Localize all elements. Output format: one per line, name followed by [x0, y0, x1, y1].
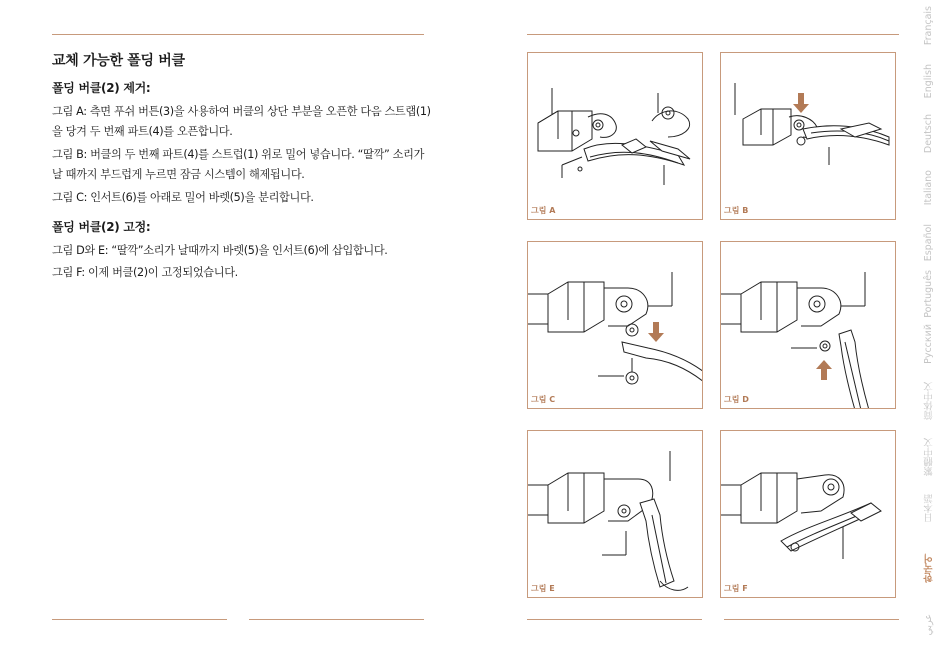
- language-tab-russian[interactable]: Русский: [923, 324, 934, 364]
- figure-e-label: 그림 E: [531, 584, 555, 593]
- top-rule-left: [52, 34, 424, 35]
- figure-c-illustration: [528, 242, 703, 409]
- language-tab-spanish[interactable]: Español: [923, 224, 934, 262]
- figure-d-illustration: [721, 242, 896, 409]
- figure-b-label: 그림 B: [724, 206, 749, 215]
- language-tab-japanese[interactable]: 日本語: [924, 494, 935, 523]
- figure-a-label: 그림 A: [531, 206, 556, 215]
- bottom-rule-right-2: [724, 619, 899, 620]
- remove-step-a: 그림 A: 측면 푸쉬 버튼(3)을 사용하여 버클의 상단 부분을 오픈한 다음 스트랩(1)을 당겨 두 번째 파트(4)를 오픈합니다.: [52, 105, 431, 138]
- language-tab-arabic[interactable]: عربي: [923, 614, 934, 636]
- figure-a-illustration: [528, 53, 703, 220]
- remove-step-c: 그림 C: 인서트(6)를 아래로 밀어 바렛(5)을 분리합니다.: [52, 191, 314, 204]
- language-tab-italian[interactable]: Italiano: [923, 170, 934, 206]
- language-tab-french[interactable]: Français: [923, 6, 934, 46]
- fix-heading: 폴딩 버클(2) 고정:: [52, 220, 151, 234]
- top-rule-right: [527, 34, 899, 35]
- figure-b: [720, 52, 896, 220]
- language-tab-english[interactable]: English: [923, 64, 934, 99]
- language-tab-korean[interactable]: 한국어: [924, 554, 935, 583]
- language-tabs: [923, 0, 947, 652]
- figure-d-label: 그림 D: [724, 395, 749, 404]
- fix-step-f: 그림 F: 이제 버클(2)이 고정되었습니다.: [52, 266, 238, 279]
- language-tab-portuguese[interactable]: Português: [923, 270, 934, 318]
- figure-c: [527, 241, 703, 409]
- figure-f-label: 그림 F: [724, 584, 748, 593]
- page-title: 교체 가능한 폴딩 버클: [52, 53, 185, 69]
- bottom-rule-left-1: [52, 619, 227, 620]
- figure-e: [527, 430, 703, 598]
- figure-b-illustration: [721, 53, 896, 220]
- bottom-rule-left-2: [249, 619, 424, 620]
- language-tab-german[interactable]: Deutsch: [923, 114, 934, 154]
- bottom-rule-right-1: [527, 619, 702, 620]
- figure-f: [720, 430, 896, 598]
- figure-d: [720, 241, 896, 409]
- instructions-column: [52, 50, 432, 285]
- language-tab-traditional-chinese[interactable]: 繁體中文: [924, 438, 935, 476]
- remove-heading: 폴딩 버클(2) 제거:: [52, 81, 151, 95]
- figure-a: [527, 52, 703, 220]
- figure-c-label: 그림 C: [531, 395, 556, 404]
- language-tab-simplified-chinese[interactable]: 简体中文: [924, 382, 935, 420]
- remove-step-b: 그림 B: 버클의 두 번째 파트(4)를 스트럽(1) 위로 밀어 넣습니다. “딸깍” 소리가 날 때까지 부드럽게 누르면 잠금 시스템이 해제됩니다.: [52, 148, 425, 181]
- figure-e-illustration: [528, 431, 703, 598]
- figure-f-illustration: [721, 431, 896, 598]
- fix-step-de: 그림 D와 E: “딸깍”소리가 날때까지 바렛(5)을 인서트(6)에 삽입합니다.: [52, 244, 388, 257]
